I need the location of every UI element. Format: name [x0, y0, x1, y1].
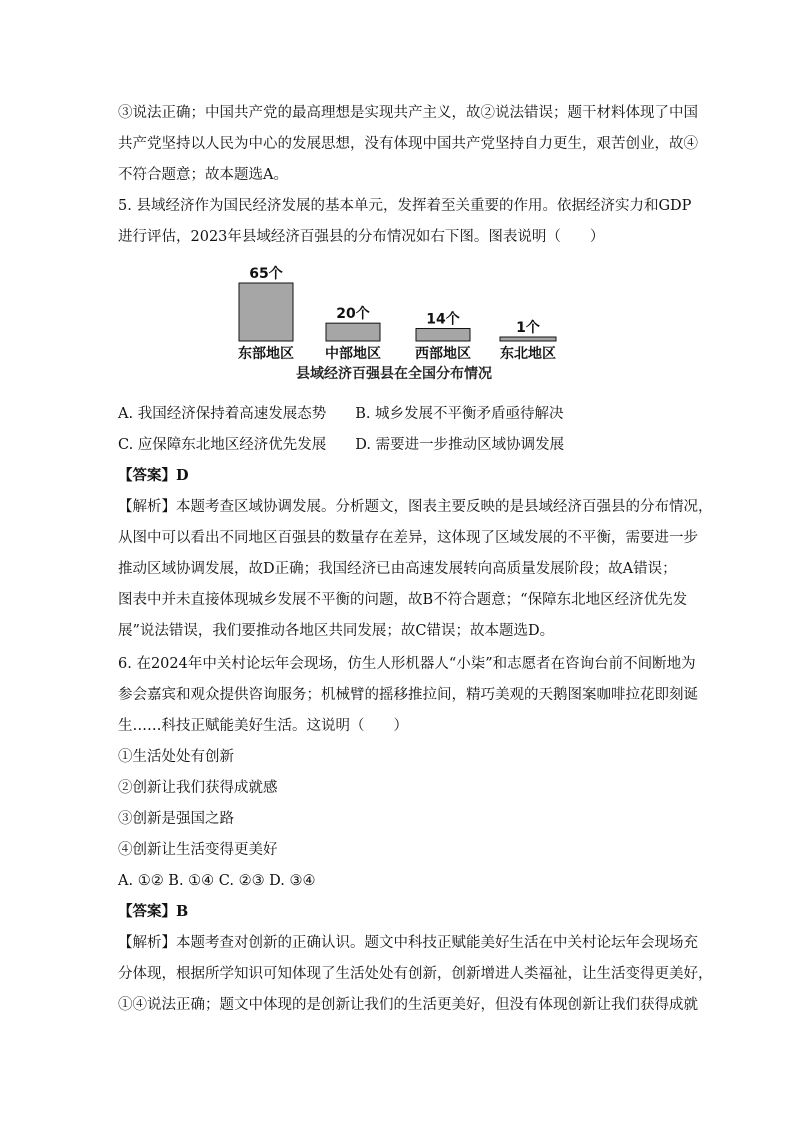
bar-1	[239, 283, 293, 341]
bar-4	[500, 337, 556, 341]
q5-analysis-line-3: 推动区域协调发展，故D正确；我国经济已由高速发展转向高质量发展阶段；故A错误；	[118, 561, 677, 577]
bar-value-label: 65个	[249, 266, 283, 282]
q5-analysis-line-5: 展”说法错误，我们要推动各地区共同发展；故C错误；故本题选D。	[118, 623, 555, 639]
q6-item-3: ③创新是强国之路	[118, 811, 234, 827]
bar-value-label: 20个	[336, 306, 370, 323]
category-label: 中部地区	[325, 346, 381, 362]
q5-analysis-line-4: 图表中并未直接体现城乡发展不平衡的问题，故B不符合题意；“保障东北地区经济优先发	[118, 592, 688, 608]
category-label: 东部地区	[238, 346, 294, 362]
bar-3	[416, 329, 470, 341]
q6-stem-line-1: 6. 在2024年中关村论坛年会现场，仿生人形机器人“小柒”和志愿者在咨询台前不间断地为	[118, 656, 696, 672]
q4-analysis-line-2: 共产党坚持以人民为中心的发展思想，没有体现中国共产党坚持自力更生，艰苦创业，故④	[118, 136, 698, 152]
county-distribution-chart	[228, 258, 568, 388]
q6-item-2: ②创新让我们获得成就感	[118, 780, 278, 796]
q5-options-row-1: A. 我国经济保持着高速发展态势 B. 城乡发展不平衡矛盾亟待解决	[118, 406, 564, 422]
q6-stem-line-3: 生……科技正赋能美好生活。这说明（ ）	[118, 718, 408, 734]
q6-stem-line-2: 参会嘉宾和观众提供咨询服务；机械臂的摇移推拉间，精巧美观的天鹅图案咖啡拉花即刻诞	[118, 687, 698, 703]
q6-analysis-line-3: ①④说法正确；题文中体现的是创新让我们的生活更美好，但没有体现创新让我们获得成就	[118, 997, 698, 1013]
q5-analysis-line-2: 从图中可以看出不同地区百强县的数量存在差异，这体现了区域发展的不平衡，需要进一步	[118, 530, 698, 546]
q4-analysis-line-3: 不符合题意；故本题选A。	[118, 167, 288, 183]
chart-title: 县域经济百强县在全国分布情况	[296, 366, 492, 382]
q5-analysis-line-1: 【解析】本题考查区域协调发展。分析题文，图表主要反映的是县域经济百强县的分布情况，	[118, 499, 713, 515]
bar-2	[326, 323, 380, 341]
q5-options-row-2: C. 应保障东北地区经济优先发展 D. 需要进一步推动区域协调发展	[118, 437, 565, 453]
bar-value-label: 1个	[516, 320, 540, 336]
chart-category-labels	[238, 345, 556, 362]
category-label: 西部地区	[415, 346, 471, 362]
q5-stem-line-1: 5. 县域经济作为国民经济发展的基本单元，发挥着至关重要的作用。依据经济实力和GDP	[118, 198, 692, 214]
q5-stem-line-2: 进行评估，2023年县域经济百强县的分布情况如右下图。图表说明（ ）	[118, 229, 605, 245]
category-label: 东北地区	[500, 346, 556, 362]
q5-answer: 【答案】D	[118, 467, 189, 484]
bar-value-label: 14个	[426, 311, 460, 328]
q6-answer: 【答案】B	[118, 903, 189, 920]
q6-options: A. ①② B. ①④ C. ②③ D. ③④	[118, 873, 316, 889]
q6-analysis-line-2: 分体现，根据所学知识可知体现了生活处处有创新，创新增进人类福祉，让生活变得更美好，	[118, 966, 713, 982]
q6-item-1: ①生活处处有创新	[118, 749, 234, 765]
chart-bars	[239, 283, 556, 341]
q6-item-4: ④创新让生活变得更美好	[118, 842, 278, 858]
q6-analysis-line-1: 【解析】本题考查对创新的正确认识。题文中科技正赋能美好生活在中关村论坛年会现场充	[118, 935, 698, 951]
q4-analysis-line-1: ③说法正确；中国共产党的最高理想是实现共产主义，故②说法错误；题干材料体现了中国	[118, 105, 698, 121]
